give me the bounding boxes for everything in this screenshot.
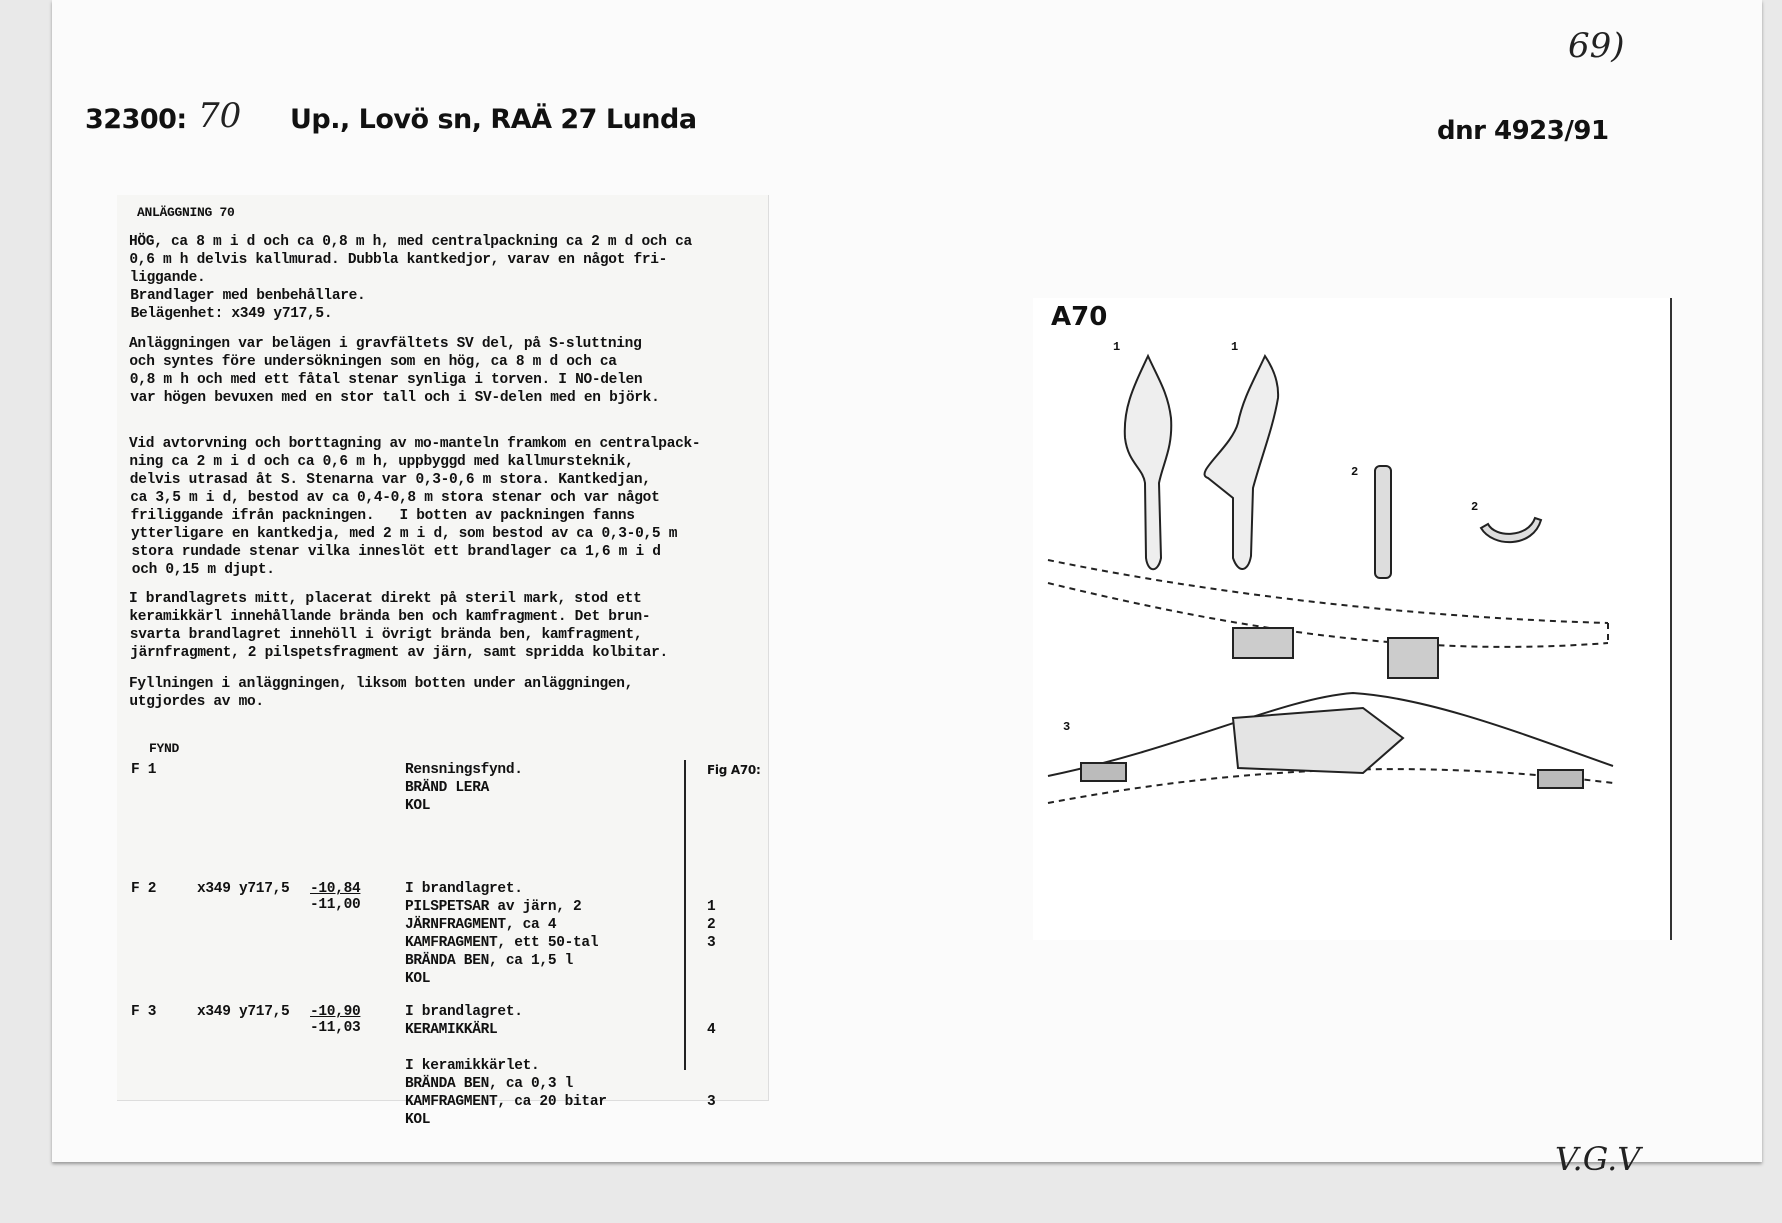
find-line: KERAMIKKÄRL bbox=[405, 1022, 498, 1038]
site-location: Up., Lovö sn, RAÄ 27 Lunda bbox=[290, 104, 697, 135]
handwritten-signature: V.G.V bbox=[1555, 1140, 1641, 1178]
find-fig-ref: 1 bbox=[707, 899, 716, 915]
find-id: F 1 bbox=[131, 762, 157, 778]
figure-label: A70 bbox=[1051, 302, 1108, 332]
catalog-number: 32300: bbox=[85, 104, 187, 135]
report-line: Vid avtorvning och borttagning av mo-manteln framkom en centralpack- bbox=[129, 436, 701, 452]
report-line: 0,8 m h och med ett fåtal stenar synliga i torven. I NO-delen bbox=[129, 372, 643, 388]
find-line: Rensningsfynd. bbox=[405, 762, 523, 778]
report-line: 0,6 m h delvis kallmurad. Dubbla kantkedjor, varav en något fri- bbox=[129, 252, 668, 268]
report-line: HÖG, ca 8 m i d och ca 0,8 m h, med centralpackning ca 2 m d och ca bbox=[129, 234, 692, 250]
find-drawings-figure bbox=[1033, 298, 1672, 940]
find-line: BRÄND LERA bbox=[405, 780, 490, 796]
report-line: Anläggningen var belägen i gravfältets SV del, på S-sluttning bbox=[129, 336, 642, 352]
fig-number: 3 bbox=[1063, 720, 1070, 734]
find-depth-top: -10,90 bbox=[310, 1004, 361, 1020]
find-line: KAMFRAGMENT, ett 50-tal bbox=[405, 935, 599, 951]
iron-fragment-curved bbox=[1481, 518, 1541, 542]
report-line: keramikkärl innehållande brända ben och kamfragment. Det brun- bbox=[129, 609, 651, 625]
report-line: stora rundade stenar vilka inneslöt ett brandlager ca 1,6 m i d bbox=[131, 544, 661, 560]
fig-column-divider bbox=[684, 760, 686, 1070]
report-line: och syntes före undersökningen som en hög, ca 8 m d och ca bbox=[129, 354, 617, 370]
report-line: delvis utrasad åt S. Stenarna var 0,3-0,6 m stora. Kantkedjan, bbox=[129, 472, 651, 488]
report-title: ANLÄGGNING 70 bbox=[137, 205, 235, 220]
report-line: svarta brandlagret innehöll i övrigt brända ben, kamfragment, bbox=[129, 627, 643, 643]
find-id: F 2 bbox=[131, 881, 157, 897]
find-line: I brandlagret. bbox=[405, 1004, 523, 1020]
artifact-drawings bbox=[1033, 298, 1670, 940]
dnr-number: dnr 4923/91 bbox=[1437, 116, 1609, 146]
fig-number: 1 bbox=[1231, 340, 1238, 354]
report-line: ca 3,5 m i d, bestod av ca 0,4-0,8 m stora stenar och var något bbox=[130, 490, 660, 506]
find-coords: x349 y717,5 bbox=[197, 1004, 290, 1020]
find-line: BRÄNDA BEN, ca 1,5 l bbox=[405, 953, 574, 969]
find-depth-bottom: -11,03 bbox=[310, 1020, 361, 1036]
find-id: F 3 bbox=[131, 1004, 157, 1020]
find-coords: x349 y717,5 bbox=[197, 881, 290, 897]
fig-number: 2 bbox=[1471, 500, 1478, 514]
arrowhead-2 bbox=[1205, 356, 1279, 569]
find-depth-bottom: -11,00 bbox=[310, 897, 361, 913]
find-line: KOL bbox=[405, 1112, 431, 1128]
find-fig-ref: 4 bbox=[707, 1022, 716, 1038]
handwritten-page-number: 69) bbox=[1568, 26, 1625, 66]
find-line: JÄRNFRAGMENT, ca 4 bbox=[405, 917, 557, 933]
fig-number: 1 bbox=[1113, 340, 1120, 354]
finds-title: FYND bbox=[149, 741, 180, 756]
report-line: och 0,15 m djupt. bbox=[131, 562, 275, 578]
report-line: var högen bevuxen med en stor tall och i SV-delen med en björk. bbox=[130, 390, 660, 406]
report-line: Belägenhet: x349 y717,5. bbox=[130, 306, 333, 322]
find-depth-top: -10,84 bbox=[310, 881, 361, 897]
report-line: järnfragment, 2 pilspetsfragment av järn, samt spridda kolbitar. bbox=[130, 645, 668, 661]
find-line: KAMFRAGMENT, ca 20 bitar bbox=[405, 1094, 607, 1110]
find-line: PILSPETSAR av järn, 2 bbox=[405, 899, 582, 915]
report-page bbox=[117, 195, 769, 1128]
find-line: BRÄNDA BEN, ca 0,3 l bbox=[405, 1076, 574, 1092]
find-fig-ref: 3 bbox=[707, 935, 716, 951]
report-line: friliggande ifrån packningen. I botten av packningen fanns bbox=[130, 508, 635, 524]
report-line: liggande. bbox=[129, 270, 206, 286]
comb-plan-lines bbox=[1048, 560, 1608, 647]
arrowhead-1 bbox=[1125, 356, 1172, 569]
find-line: KOL bbox=[405, 798, 431, 814]
report-line: Fyllningen i anläggningen, liksom botten under anläggningen, bbox=[129, 676, 634, 692]
find-line: I keramikkärlet. bbox=[405, 1058, 540, 1074]
iron-fragment bbox=[1375, 466, 1391, 578]
report-line: Brandlager med benbehållare. bbox=[130, 288, 366, 304]
handwritten-catalog-number: 70 bbox=[198, 96, 242, 136]
fig-column-header: Fig A70: bbox=[707, 763, 761, 777]
find-line: KOL bbox=[405, 971, 431, 987]
find-line: I brandlagret. bbox=[405, 881, 523, 897]
find-fig-ref: 3 bbox=[707, 1094, 716, 1110]
report-line: I brandlagrets mitt, placerat direkt på steril mark, stod ett bbox=[129, 591, 642, 607]
fig-number: 2 bbox=[1351, 465, 1358, 479]
report-line: ytterligare en kantkedja, med 2 m i d, som bestod av ca 0,3-0,5 m bbox=[131, 526, 678, 542]
find-fig-ref: 2 bbox=[707, 917, 716, 933]
report-line: ning ca 2 m i d och ca 0,6 m h, uppbyggd med kallmursteknik, bbox=[129, 454, 634, 470]
report-line: utgjordes av mo. bbox=[129, 694, 264, 710]
